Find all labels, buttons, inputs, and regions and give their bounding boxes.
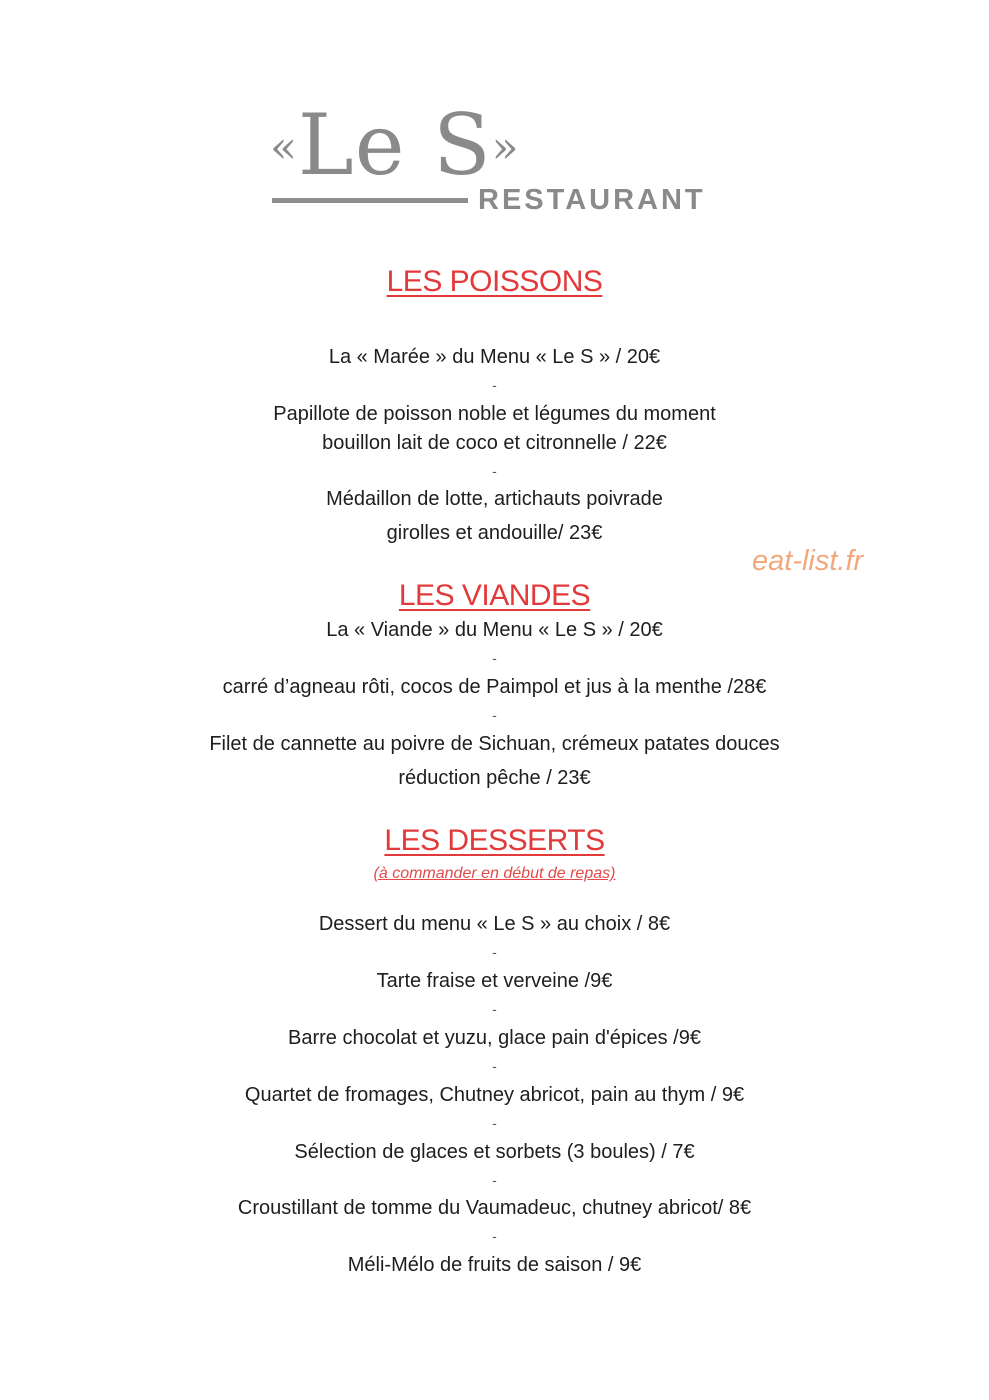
menu-item-line: Méli-Mélo de fruits de saison / 9€	[347, 1254, 642, 1276]
menu-item-line: Médaillon de lotte, artichauts poivrade	[326, 488, 663, 510]
menu-item-line: Sélection de glaces et sorbets (3 boules) / 7€	[294, 1141, 695, 1163]
restaurant-logo	[270, 96, 720, 225]
item-separator: -	[492, 1172, 497, 1188]
menu-item-line: La « Marée » du Menu « Le S » / 20€	[328, 346, 661, 368]
logo-close-quote: »	[491, 122, 520, 173]
item-separator: -	[492, 650, 497, 666]
menu-item-line: La « Viande » du Menu « Le S » / 20€	[326, 619, 663, 641]
menu-item-line: carré d’agneau rôti, cocos de Paimpol et jus à la menthe /28€	[222, 676, 767, 698]
section-title-desserts: LES DESSERTS	[384, 824, 605, 857]
item-separator: -	[492, 1228, 497, 1244]
menu-item-line: Barre chocolat et yuzu, glace pain d'épices /9€	[288, 1027, 701, 1049]
menu-item-line: Papillote de poisson noble et légumes du moment	[273, 403, 716, 425]
item-separator: -	[492, 377, 497, 393]
menu-item-line: réduction pêche / 23€	[398, 767, 591, 789]
item-separator: -	[492, 1058, 497, 1074]
menu-item-line: Croustillant de tomme du Vaumadeuc, chutney abricot/ 8€	[237, 1197, 752, 1219]
logo-subtitle: RESTAURANT	[478, 184, 706, 216]
menu-item-line: bouillon lait de coco et citronnelle / 22€	[322, 432, 667, 454]
logo-open-quote: «	[270, 122, 298, 173]
item-separator: -	[492, 944, 497, 960]
logo-underline	[272, 198, 468, 203]
menu-item-line: Filet de cannette au poivre de Sichuan, crémeux patates douces	[209, 733, 780, 755]
menu-item-line: Dessert du menu « Le S » au choix / 8€	[318, 913, 671, 935]
logo-name	[270, 96, 520, 194]
menu-item-line: Quartet de fromages, Chutney abricot, pain au thym / 9€	[244, 1084, 745, 1106]
logo-name-text: Le S	[297, 96, 492, 194]
section-title-poissons: LES POISSONS	[386, 265, 603, 298]
section-note-desserts: (à commander en début de repas)	[373, 865, 616, 882]
watermark: eat-list.fr	[752, 545, 864, 577]
item-separator: -	[492, 1001, 497, 1017]
item-separator: -	[492, 707, 497, 723]
menu-item-line: Tarte fraise et verveine /9€	[376, 970, 613, 992]
item-separator: -	[492, 463, 497, 479]
section-title-viandes: LES VIANDES	[398, 579, 591, 612]
menu-item-line: girolles et andouille/ 23€	[386, 522, 603, 544]
item-separator: -	[492, 1115, 497, 1131]
